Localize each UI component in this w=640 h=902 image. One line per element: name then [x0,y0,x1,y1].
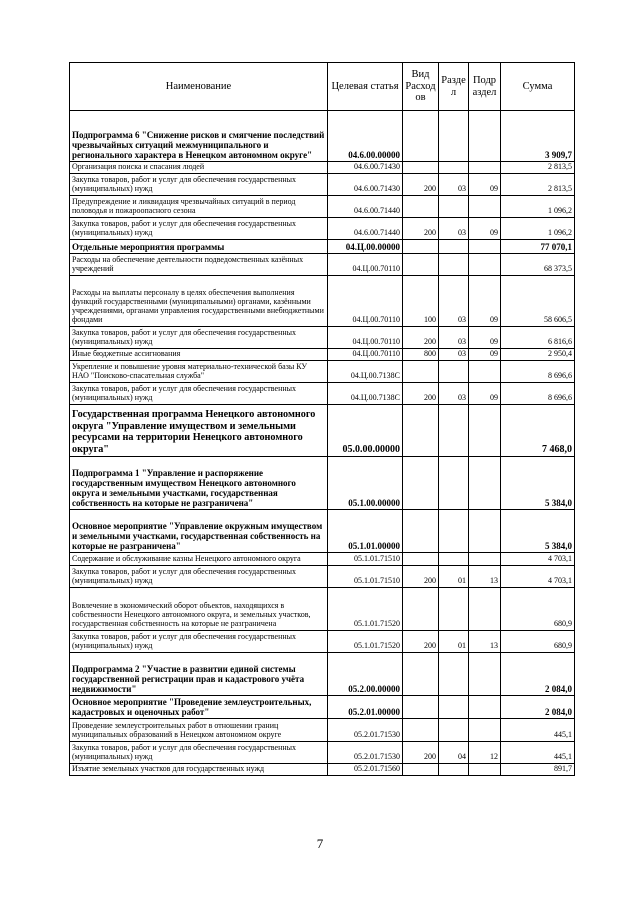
row-target-article-cell: 04.Ц.00.70110 [328,276,403,327]
row-expense-kind-cell: 800 [403,349,439,361]
row-sum-cell: 1 096,2 [501,218,575,240]
row-expense-kind-cell [403,719,439,742]
row-name-cell: Подпрограмма 6 "Снижение рисков и смягчение последствий чрезвычайных ситуаций межмуниципального и регионального характера в Ненецком автономном округе" [70,111,328,162]
row-sum-cell: 7 468,0 [501,405,575,457]
row-section-cell [439,653,469,696]
header-target-article: Целевая статья [328,63,403,111]
row-section-cell [439,696,469,719]
row-subsection-cell [469,653,501,696]
row-section-cell: 03 [439,276,469,327]
row-section-cell [439,196,469,218]
row-sum-cell: 2 813,5 [501,162,575,174]
row-section-cell: 04 [439,742,469,764]
row-expense-kind-cell [403,196,439,218]
row-expense-kind-cell [403,162,439,174]
header-section: Разде л [439,63,469,111]
row-target-article-cell: 05.2.01.71530 [328,742,403,764]
row-expense-kind-cell: 200 [403,327,439,349]
table-row [70,588,575,631]
row-target-article-cell: 05.1.01.71510 [328,566,403,588]
row-expense-kind-cell: 200 [403,383,439,405]
row-name-cell: Закупка товаров, работ и услуг для обеспечения государственных (муниципальных) нужд [70,174,328,196]
table-row [70,218,575,240]
row-sum-cell: 58 606,5 [501,276,575,327]
row-sum-cell: 2 950,4 [501,349,575,361]
row-subsection-cell [469,111,501,162]
table-body [70,111,575,776]
table-row [70,254,575,276]
table-row [70,383,575,405]
row-subsection-cell [469,696,501,719]
row-section-cell [439,588,469,631]
row-expense-kind-cell [403,361,439,383]
row-subsection-cell [469,240,501,254]
row-expense-kind-cell: 200 [403,631,439,653]
row-expense-kind-cell: 100 [403,276,439,327]
row-target-article-cell: 04.6.00.00000 [328,111,403,162]
row-expense-kind-cell: 200 [403,218,439,240]
row-sum-cell: 8 696,6 [501,361,575,383]
row-section-cell: 03 [439,383,469,405]
row-subsection-cell: 09 [469,174,501,196]
row-sum-cell: 77 070,1 [501,240,575,254]
row-sum-cell: 68 373,5 [501,254,575,276]
row-name-cell: Основное мероприятие "Управление окружным имуществом и земельными участками, государственная собственность на которые не разграничена" [70,510,328,553]
row-name-cell: Закупка товаров, работ и услуг для обеспечения государственных (муниципальных) нужд [70,327,328,349]
table-row [70,696,575,719]
table-row [70,764,575,776]
row-target-article-cell: 04.Ц.00.00000 [328,240,403,254]
row-sum-cell: 5 384,0 [501,457,575,510]
header-sum: Сумма [501,63,575,111]
row-name-cell: Организация поиска и спасания людей [70,162,328,174]
row-sum-cell: 1 096,2 [501,196,575,218]
table-row [70,111,575,162]
row-subsection-cell: 12 [469,742,501,764]
row-section-cell: 03 [439,349,469,361]
table-row [70,510,575,553]
row-name-cell: Закупка товаров, работ и услуг для обеспечения государственных (муниципальных) нужд [70,218,328,240]
table-row [70,174,575,196]
table-row [70,653,575,696]
row-name-cell: Содержание и обслуживание казны Ненецкого автономного округа [70,553,328,566]
row-target-article-cell: 05.2.01.71530 [328,719,403,742]
row-sum-cell: 445,1 [501,719,575,742]
row-subsection-cell: 09 [469,383,501,405]
row-section-cell [439,111,469,162]
row-section-cell: 01 [439,631,469,653]
row-expense-kind-cell: 200 [403,566,439,588]
row-section-cell [439,162,469,174]
row-target-article-cell: 05.1.00.00000 [328,457,403,510]
row-name-cell: Укрепление и повышение уровня материально-технической базы КУ НАО "Поисково-спасательная служба" [70,361,328,383]
table-row [70,327,575,349]
row-name-cell: Вовлечение в экономический оборот объектов, находящихся в собственности Ненецкого автономного округа, и земельных участков, государственная собственность на которые не разграничена [70,588,328,631]
row-name-cell: Закупка товаров, работ и услуг для обеспечения государственных (муниципальных) нужд [70,383,328,405]
row-subsection-cell: 09 [469,327,501,349]
row-section-cell: 01 [439,566,469,588]
row-name-cell: Изъятие земельных участков для государственных нужд [70,764,328,776]
row-subsection-cell [469,254,501,276]
row-sum-cell: 8 696,6 [501,383,575,405]
row-sum-cell: 2 084,0 [501,653,575,696]
table-row [70,631,575,653]
row-name-cell: Проведение землеустроительных работ в отношении границ муниципальных образований в Ненецком автономном округе [70,719,328,742]
row-sum-cell: 4 703,1 [501,553,575,566]
row-section-cell: 03 [439,218,469,240]
row-subsection-cell: 13 [469,631,501,653]
table-header-row [70,63,575,111]
row-expense-kind-cell [403,696,439,719]
row-subsection-cell: 09 [469,276,501,327]
row-name-cell: Закупка товаров, работ и услуг для обеспечения государственных (муниципальных) нужд [70,742,328,764]
row-sum-cell: 680,9 [501,588,575,631]
row-target-article-cell: 04.Ц.00.70110 [328,254,403,276]
row-sum-cell: 2 084,0 [501,696,575,719]
row-subsection-cell: 09 [469,349,501,361]
page-number: 7 [316,836,324,851]
table-row [70,276,575,327]
row-section-cell: 03 [439,327,469,349]
row-section-cell [439,764,469,776]
header-name: Наименование [70,63,328,111]
row-subsection-cell [469,405,501,457]
row-subsection-cell: 13 [469,566,501,588]
table-row [70,196,575,218]
row-section-cell [439,719,469,742]
row-subsection-cell [469,553,501,566]
row-subsection-cell [469,510,501,553]
row-expense-kind-cell [403,510,439,553]
row-subsection-cell [469,719,501,742]
row-subsection-cell [469,764,501,776]
row-name-cell: Предупреждение и ликвидация чрезвычайных ситуаций в период половодья и пожароопасного сезона [70,196,328,218]
row-section-cell [439,240,469,254]
row-expense-kind-cell [403,553,439,566]
row-target-article-cell: 04.Ц.00.7138С [328,361,403,383]
row-expense-kind-cell: 200 [403,742,439,764]
row-sum-cell: 4 703,1 [501,566,575,588]
row-section-cell [439,510,469,553]
table-row [70,719,575,742]
row-subsection-cell [469,457,501,510]
row-expense-kind-cell [403,457,439,510]
row-subsection-cell [469,361,501,383]
row-section-cell [439,361,469,383]
row-target-article-cell: 05.1.01.71520 [328,588,403,631]
row-target-article-cell: 04.Ц.00.7138С [328,383,403,405]
row-subsection-cell [469,588,501,631]
row-target-article-cell: 04.6.00.71430 [328,162,403,174]
row-expense-kind-cell [403,240,439,254]
row-expense-kind-cell [403,111,439,162]
row-sum-cell: 6 816,6 [501,327,575,349]
row-name-cell: Подпрограмма 2 "Участие в развитии единой системы государственной регистрации прав и кадастрового учёта недвижимости" [70,653,328,696]
table-row [70,240,575,254]
header-subsection: Подр аздел [469,63,501,111]
row-target-article-cell: 05.2.00.00000 [328,653,403,696]
row-name-cell: Иные бюджетные ассигнования [70,349,328,361]
row-sum-cell: 891,7 [501,764,575,776]
row-sum-cell: 3 909,7 [501,111,575,162]
row-target-article-cell: 05.1.01.71510 [328,553,403,566]
table-row [70,566,575,588]
header-expense-kind: Вид Расход ов [403,63,439,111]
table-row [70,361,575,383]
row-sum-cell: 5 384,0 [501,510,575,553]
row-name-cell: Закупка товаров, работ и услуг для обеспечения государственных (муниципальных) нужд [70,631,328,653]
table-row [70,457,575,510]
row-sum-cell: 680,9 [501,631,575,653]
row-section-cell [439,405,469,457]
row-target-article-cell: 04.Ц.00.70110 [328,327,403,349]
row-target-article-cell: 05.2.01.00000 [328,696,403,719]
row-target-article-cell: 05.0.00.00000 [328,405,403,457]
row-expense-kind-cell [403,653,439,696]
table-row [70,405,575,457]
table-row [70,162,575,174]
row-target-article-cell: 05.2.01.71560 [328,764,403,776]
row-target-article-cell: 04.6.00.71440 [328,218,403,240]
row-expense-kind-cell [403,588,439,631]
row-sum-cell: 2 813,5 [501,174,575,196]
row-sum-cell: 445,1 [501,742,575,764]
row-name-cell: Основное мероприятие "Проведение землеустроительных, кадастровых и оценочных работ" [70,696,328,719]
row-expense-kind-cell [403,764,439,776]
row-target-article-cell: 05.1.01.71520 [328,631,403,653]
row-name-cell: Расходы на обеспечение деятельности подведомственных казённых учреждений [70,254,328,276]
row-subsection-cell [469,196,501,218]
row-name-cell: Закупка товаров, работ и услуг для обеспечения государственных (муниципальных) нужд [70,566,328,588]
row-expense-kind-cell [403,254,439,276]
row-target-article-cell: 04.Ц.00.70110 [328,349,403,361]
row-target-article-cell: 04.6.00.71430 [328,174,403,196]
row-subsection-cell [469,162,501,174]
budget-table [69,62,575,776]
row-name-cell: Отдельные мероприятия программы [70,240,328,254]
table-row [70,553,575,566]
table-row [70,742,575,764]
row-name-cell: Расходы на выплаты персоналу в целях обеспечения выполнения функций государственными (муниципальными) органами, казёнными учреждениями, органами управления государственными внебюджетными фондами [70,276,328,327]
row-section-cell: 03 [439,174,469,196]
row-subsection-cell: 09 [469,218,501,240]
row-name-cell: Государственная программа Ненецкого автономного округа "Управление имуществом и земельными ресурсами на территории Ненецкого автономного округа" [70,405,328,457]
table-row [70,349,575,361]
row-expense-kind-cell: 200 [403,174,439,196]
row-section-cell [439,457,469,510]
row-name-cell: Подпрограмма 1 "Управление и распоряжение государственным имуществом Ненецкого автономного округа и земельными участками, государственная собственность на которые не разграничена" [70,457,328,510]
row-section-cell [439,553,469,566]
row-target-article-cell: 04.6.00.71440 [328,196,403,218]
row-section-cell [439,254,469,276]
row-expense-kind-cell [403,405,439,457]
row-target-article-cell: 05.1.01.00000 [328,510,403,553]
